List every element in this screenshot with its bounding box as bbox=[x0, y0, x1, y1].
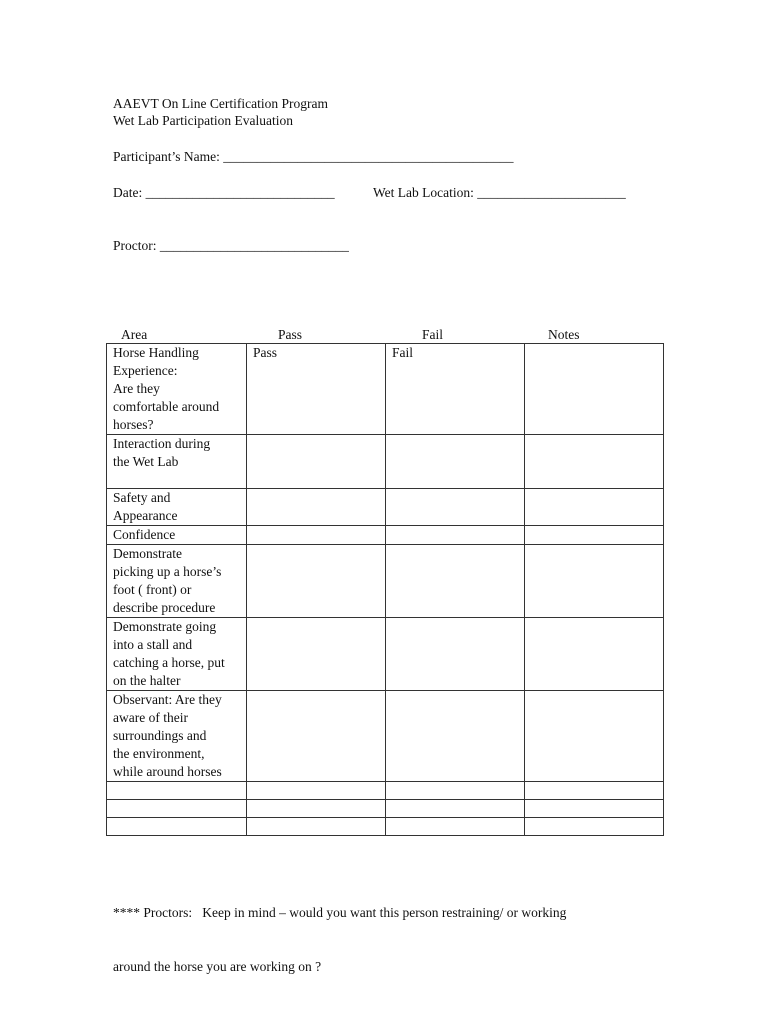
area-cell: Horse Handling Experience: Are they comfortable around horses? bbox=[107, 344, 247, 435]
area-cell: Interaction during the Wet Lab bbox=[107, 435, 247, 489]
notes-cell[interactable] bbox=[525, 800, 664, 818]
proctor-field[interactable]: Proctor: ____________________________ bbox=[113, 238, 349, 253]
fail-cell[interactable] bbox=[386, 691, 525, 782]
document-subtitle: Wet Lab Participation Evaluation bbox=[113, 113, 293, 128]
footnote-line-1: **** Proctors: Keep in mind – would you want this person restraining/ or working bbox=[113, 905, 567, 920]
fail-cell[interactable] bbox=[386, 800, 525, 818]
fail-cell[interactable] bbox=[386, 818, 525, 836]
proctor-footnote bbox=[113, 868, 566, 994]
table-row bbox=[107, 344, 664, 435]
notes-cell[interactable] bbox=[525, 691, 664, 782]
table-row bbox=[107, 435, 664, 489]
table-row bbox=[107, 818, 664, 836]
notes-cell[interactable] bbox=[525, 344, 664, 435]
notes-cell[interactable] bbox=[525, 526, 664, 545]
pass-cell[interactable]: Pass bbox=[247, 344, 386, 435]
notes-cell[interactable] bbox=[525, 782, 664, 800]
table-row bbox=[107, 691, 664, 782]
pass-cell[interactable] bbox=[247, 691, 386, 782]
area-cell: Demonstrate going into a stall and catching a horse, put on the halter bbox=[107, 618, 247, 691]
notes-cell[interactable] bbox=[525, 435, 664, 489]
fail-cell[interactable] bbox=[386, 489, 525, 526]
area-cell: Observant: Are they aware of their surroundings and the environment, while around horses bbox=[107, 691, 247, 782]
pass-cell[interactable] bbox=[247, 489, 386, 526]
participant-name-field[interactable]: Participant’s Name: ___________________________________________ bbox=[113, 149, 514, 164]
date-field[interactable]: Date: ____________________________ bbox=[113, 185, 335, 200]
fail-cell[interactable] bbox=[386, 526, 525, 545]
area-cell[interactable] bbox=[107, 782, 247, 800]
notes-cell[interactable] bbox=[525, 618, 664, 691]
fail-cell[interactable] bbox=[386, 618, 525, 691]
fail-cell[interactable] bbox=[386, 435, 525, 489]
wet-lab-location-field[interactable]: Wet Lab Location: ______________________ bbox=[373, 185, 626, 200]
notes-cell[interactable] bbox=[525, 489, 664, 526]
pass-cell[interactable] bbox=[247, 800, 386, 818]
table-row bbox=[107, 489, 664, 526]
area-cell: Safety and Appearance bbox=[107, 489, 247, 526]
evaluation-table bbox=[106, 343, 664, 836]
table-row bbox=[107, 800, 664, 818]
area-cell: Demonstrate picking up a horse’s foot ( front) or describe procedure bbox=[107, 545, 247, 618]
column-header-notes: Notes bbox=[548, 327, 580, 342]
pass-cell[interactable] bbox=[247, 526, 386, 545]
fail-cell[interactable]: Fail bbox=[386, 344, 525, 435]
document-title: AAEVT On Line Certification Program bbox=[113, 96, 328, 111]
area-cell[interactable] bbox=[107, 818, 247, 836]
table-row bbox=[107, 618, 664, 691]
column-header-fail: Fail bbox=[422, 327, 444, 342]
area-cell: Confidence bbox=[107, 526, 247, 545]
pass-cell[interactable] bbox=[247, 618, 386, 691]
pass-cell[interactable] bbox=[247, 435, 386, 489]
footnote-line-2: around the horse you are working on ? bbox=[113, 959, 322, 974]
area-cell[interactable] bbox=[107, 800, 247, 818]
pass-cell[interactable] bbox=[247, 818, 386, 836]
pass-cell[interactable] bbox=[247, 782, 386, 800]
table-row bbox=[107, 782, 664, 800]
column-header-area: Area bbox=[121, 327, 148, 342]
notes-cell[interactable] bbox=[525, 818, 664, 836]
table-row bbox=[107, 526, 664, 545]
table-row bbox=[107, 545, 664, 618]
notes-cell[interactable] bbox=[525, 545, 664, 618]
pass-cell[interactable] bbox=[247, 545, 386, 618]
column-header-pass: Pass bbox=[278, 327, 303, 342]
fail-cell[interactable] bbox=[386, 782, 525, 800]
fail-cell[interactable] bbox=[386, 545, 525, 618]
